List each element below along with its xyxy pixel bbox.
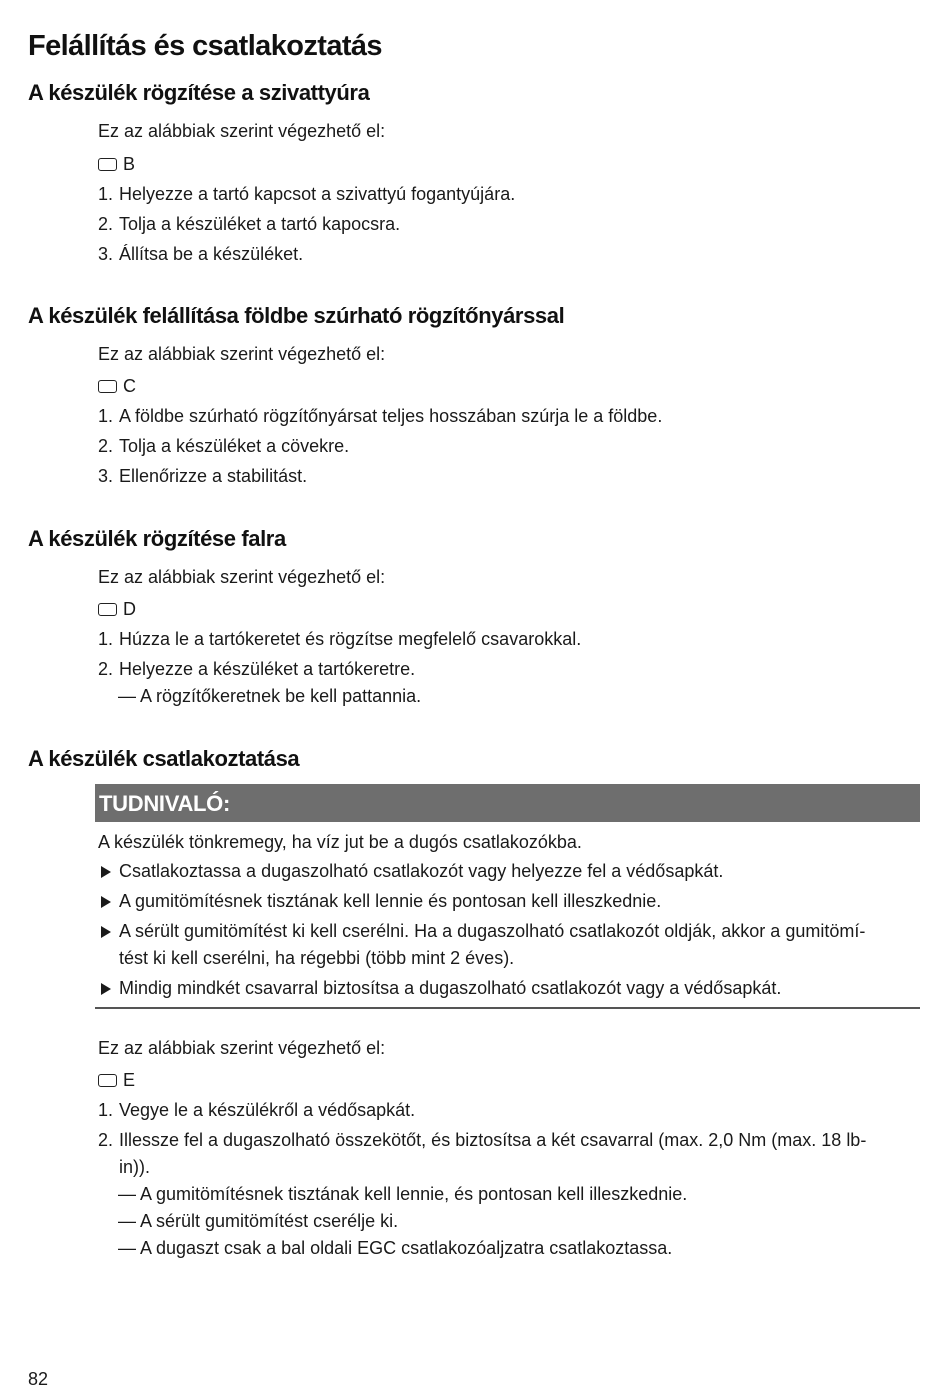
section-intro: Ez az alábbiak szerint végezhető el: xyxy=(98,567,386,587)
step-text: Helyezze a készüléket a tartókeretre. xyxy=(119,659,416,679)
step-result: A gumitömítésnek tisztának kell lennie, és pontosan kell illeszkednie. xyxy=(140,1184,688,1204)
figure-label: C xyxy=(123,376,136,396)
step-text-continued: in)). xyxy=(119,1157,150,1177)
notice-header xyxy=(95,784,920,822)
notice-bullet: Mindig mindkét csavarral biztosítsa a dugaszolható csatlakozót vagy a védősapkát. xyxy=(119,978,782,998)
figure-reference xyxy=(98,151,135,178)
step-number: 3. xyxy=(98,244,114,264)
figure-reference xyxy=(98,1067,135,1094)
bullet-arrow-icon xyxy=(101,926,111,938)
section-heading-pump: A készülék rögzítése a szivattyúra xyxy=(28,80,370,105)
step-number: 2. xyxy=(98,436,114,456)
notice-bullet: Csatlakoztassa a dugaszolható csatlakozót vagy helyezze fel a védősapkát. xyxy=(119,861,724,881)
figure-reference xyxy=(98,373,136,400)
step-text: Állítsa be a készüléket. xyxy=(119,244,304,264)
step-number: 1. xyxy=(98,629,114,649)
result-dash: — xyxy=(118,686,136,706)
result-dash: — xyxy=(118,1238,136,1258)
step-result: A sérült gumitömítést cserélje ki. xyxy=(140,1211,399,1231)
step-text: Húzza le a tartókeretet és rögzítse megfelelő csavarokkal. xyxy=(119,629,582,649)
step-number: 2. xyxy=(98,659,114,679)
step-number: 2. xyxy=(98,1130,114,1150)
section-heading-connect: A készülék csatlakoztatása xyxy=(28,746,300,771)
step-text: A földbe szúrható rögzítőnyársat teljes hosszában szúrja le a földbe. xyxy=(119,406,663,426)
step-number: 1. xyxy=(98,184,114,204)
notice-bottom-rule xyxy=(95,1007,920,1009)
step-number: 2. xyxy=(98,214,114,234)
step-text: Helyezze a tartó kapcsot a szivattyú fogantyújára. xyxy=(119,184,516,204)
notice-text: A készülék tönkremegy, ha víz jut be a dugós csatlakozókba. xyxy=(98,832,582,852)
section-intro: Ez az alábbiak szerint végezhető el: xyxy=(98,121,386,141)
step-text: Illessze fel a dugaszolható összekötőt, és biztosítsa a két csavarral (max. 2,0 Nm (max. 18 lb- xyxy=(119,1130,867,1150)
notice-bullet: A sérült gumitömítést ki kell cserélni. Ha a dugaszolható csatlakozót oldják, akkor a gumitömí- xyxy=(119,921,866,941)
figure-icon xyxy=(98,603,117,616)
step-number: 1. xyxy=(98,406,114,426)
step-text: Tolja a készüléket a tartó kapocsra. xyxy=(119,214,401,234)
figure-icon xyxy=(98,1074,117,1087)
figure-reference xyxy=(98,596,136,623)
section-heading-ground-spike: A készülék felállítása földbe szúrható rögzítőnyárssal xyxy=(28,303,565,328)
result-dash: — xyxy=(118,1211,136,1231)
figure-label: B xyxy=(123,154,136,174)
bullet-arrow-icon xyxy=(101,983,111,995)
result-dash: — xyxy=(118,1184,136,1204)
step-result: A dugaszt csak a bal oldali EGC csatlakozóaljzatra csatlakoztassa. xyxy=(140,1238,673,1258)
figure-label: E xyxy=(123,1070,136,1090)
section-heading-wall: A készülék rögzítése falra xyxy=(28,526,286,551)
figure-icon xyxy=(98,380,117,393)
notice-bullet-continued: tést ki kell cserélni, ha régebbi (több mint 2 éves). xyxy=(119,948,515,968)
step-text: Vegye le a készülékről a védősapkát. xyxy=(119,1100,416,1120)
bullet-arrow-icon xyxy=(101,866,111,878)
step-number: 1. xyxy=(98,1100,114,1120)
notice-bullet: A gumitömítésnek tisztának kell lennie és pontosan kell illeszkednie. xyxy=(119,891,662,911)
figure-label: D xyxy=(123,599,136,619)
page-title: Felállítás és csatlakoztatás xyxy=(28,30,382,62)
step-result: A rögzítőkeretnek be kell pattannia. xyxy=(140,686,422,706)
page-number: 82 xyxy=(28,1369,49,1389)
step-number: 3. xyxy=(98,466,114,486)
step-text: Ellenőrizze a stabilitást. xyxy=(119,466,308,486)
bullet-arrow-icon xyxy=(101,896,111,908)
section-intro: Ez az alábbiak szerint végezhető el: xyxy=(98,344,386,364)
step-text: Tolja a készüléket a cövekre. xyxy=(119,436,350,456)
figure-icon xyxy=(98,158,117,171)
section-intro: Ez az alábbiak szerint végezhető el: xyxy=(98,1038,386,1058)
notice-title: TUDNIVALÓ: xyxy=(99,791,231,816)
